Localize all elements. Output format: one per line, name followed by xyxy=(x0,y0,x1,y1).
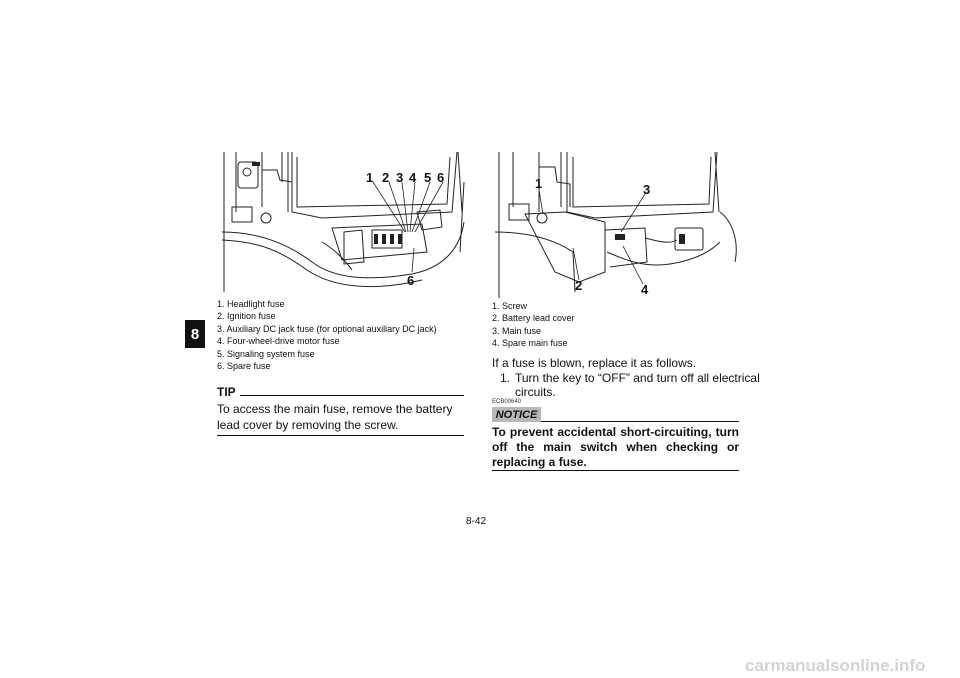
notice-bottom-rule xyxy=(492,470,739,471)
legend-item: 5. Signaling system fuse xyxy=(217,348,315,359)
legend-item: 3. Main fuse xyxy=(492,325,542,336)
callout-5: 5 xyxy=(424,170,432,185)
legend-right xyxy=(492,300,732,350)
legend-item: 4. Spare main fuse xyxy=(492,338,568,349)
fuse-box-illustration xyxy=(222,152,466,298)
callout-2: 2 xyxy=(575,278,583,293)
callout-2: 2 xyxy=(382,170,390,185)
page-number: 8-42 xyxy=(466,516,487,527)
instructions-intro: If a fuse is blown, replace it as follows. xyxy=(492,356,697,370)
battery-cover-illustration xyxy=(495,152,741,298)
legend-item: 2. Ignition fuse xyxy=(217,311,276,322)
callout-4: 4 xyxy=(641,282,649,297)
notice-body: To prevent accidental short-circuiting, turn off the main switch when checking or replacing a fuse. xyxy=(492,425,739,469)
notice-code: ECB00640 xyxy=(492,399,522,405)
callout-1: 1 xyxy=(535,176,543,191)
callout-1: 1 xyxy=(366,170,374,185)
step-text-line2: circuits. xyxy=(515,385,556,399)
legend-item: 1. Screw xyxy=(492,301,528,311)
callout-3: 3 xyxy=(396,170,404,185)
tip-heading xyxy=(217,385,464,399)
tip-title: TIP xyxy=(217,385,236,399)
callout-3: 3 xyxy=(643,182,651,197)
callout-4: 4 xyxy=(409,170,417,185)
legend-item: 3. Auxiliary DC jack fuse (for optional auxiliary DC jack) xyxy=(217,323,437,334)
callout-6-lower: 6 xyxy=(407,273,415,288)
legend-item: 1. Headlight fuse xyxy=(217,299,285,309)
legend-item: 4. Four-wheel-drive motor fuse xyxy=(217,336,340,347)
callout-6: 6 xyxy=(437,170,445,185)
chapter-tab: 8 xyxy=(185,320,205,348)
notice-badge: NOTICE xyxy=(492,407,541,422)
notice-top-rule xyxy=(541,421,739,422)
tip-rule xyxy=(240,395,464,396)
legend-left xyxy=(217,298,477,372)
tip-body: To access the main fuse, remove the battery lead cover by removing the screw. xyxy=(217,402,453,432)
step-text-line1: Turn the key to “OFF” and turn off all electrical xyxy=(515,371,760,385)
legend-item: 2. Battery lead cover xyxy=(492,313,575,324)
footer-watermark: carmanualsonline.info xyxy=(745,656,926,675)
tip-bottom-rule xyxy=(217,435,464,436)
legend-item: 6. Spare fuse xyxy=(217,361,271,372)
step-number: 1. xyxy=(500,371,511,385)
